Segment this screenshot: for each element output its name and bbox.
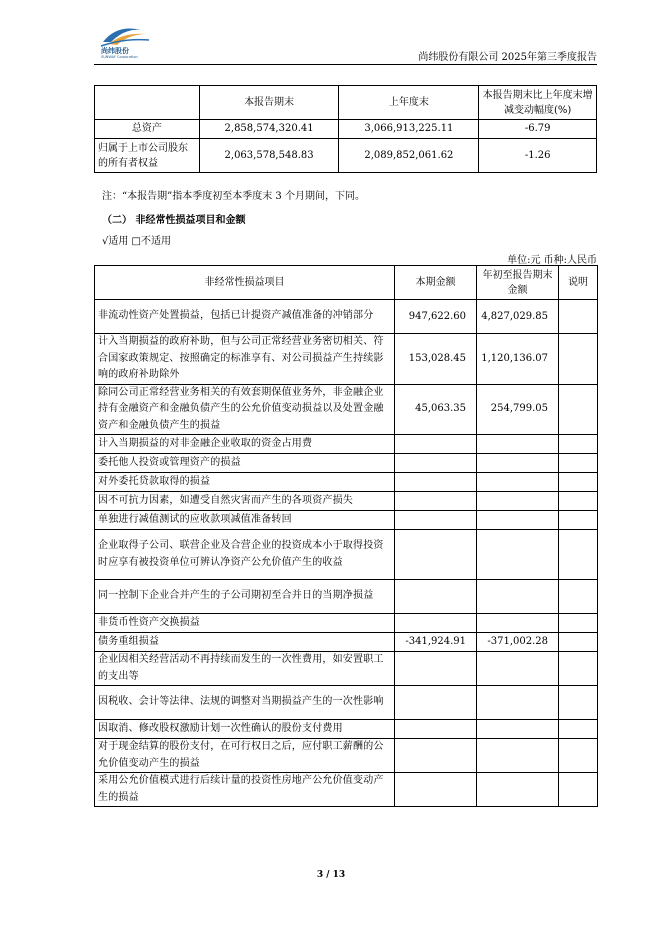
remark [559, 739, 598, 773]
current-period-amount [395, 739, 477, 773]
ytd-amount [477, 492, 559, 511]
ytd-amount [477, 435, 559, 454]
table-header-cell [95, 86, 200, 120]
table-row [95, 435, 598, 454]
row-label: 总资产 [95, 120, 200, 139]
table-row [95, 652, 598, 686]
table-header-row [95, 86, 597, 120]
table-row [95, 614, 598, 633]
remark [559, 720, 598, 739]
ytd-amount [477, 720, 559, 739]
current-period-amount: 153,028.45 [395, 334, 477, 385]
remark [559, 580, 598, 614]
row-label: 归属于上市公司股东的所有者权益 [95, 139, 200, 173]
item-label: 计入当期损益的政府补助，但与公司正常经营业务密切相关、符合国家政策规定、按照确定的标准享有、对公司损益产生持续影响的政府补助除外 [95, 334, 395, 385]
current-period-amount [395, 686, 477, 720]
current-period-amount [395, 454, 477, 473]
page-number: 3 / 13 [316, 870, 346, 880]
remark [559, 454, 598, 473]
financial-summary-table [94, 85, 597, 173]
item-label: 采用公允价值模式进行后续计量的投资性房地产公允价值变动产生的损益 [95, 773, 395, 807]
current-period-amount: 947,622.60 [395, 300, 477, 334]
ytd-amount [477, 473, 559, 492]
table-row [95, 580, 598, 614]
ytd-amount [477, 652, 559, 686]
table-header-cell: 本报告期末 [199, 86, 339, 120]
cell-value: 2,063,578,548.83 [199, 139, 339, 173]
logo-text-cn: 尚纬股份 [101, 47, 129, 55]
cell-value: -1.26 [479, 139, 597, 173]
ytd-amount [477, 454, 559, 473]
current-period-amount [395, 530, 477, 580]
table-row [95, 530, 598, 580]
ytd-amount [477, 739, 559, 773]
cell-value: 2,089,852,061.62 [339, 139, 479, 173]
remark [559, 492, 598, 511]
table-header-cell: 非经常性损益项目 [95, 266, 395, 300]
ytd-amount [477, 580, 559, 614]
cell-value: 3,066,913,225.11 [339, 120, 479, 139]
current-period-amount [395, 773, 477, 807]
table-header-cell: 本报告期末比上年度末增减变动幅度(%) [479, 86, 597, 120]
table-header-cell: 本期金额 [395, 266, 477, 300]
item-label: 债务重组损益 [95, 633, 395, 652]
remark [559, 473, 598, 492]
current-period-amount [395, 720, 477, 739]
ytd-amount: 254,799.05 [477, 384, 559, 435]
ytd-amount: 4,827,029.85 [477, 300, 559, 334]
ytd-amount [477, 530, 559, 580]
non-recurring-items-table [94, 265, 598, 807]
remark [559, 530, 598, 580]
current-period-amount: -341,924.91 [395, 633, 477, 652]
item-label: 企业因相关经营活动不再持续而发生的一次性费用，如安置职工的支出等 [95, 652, 395, 686]
table-row [95, 300, 598, 334]
ytd-amount [477, 686, 559, 720]
item-label: 企业取得子公司、联营企业及合营企业的投资成本小于取得投资时应享有被投资单位可辨认净资产公允价值产生的收益 [95, 530, 395, 580]
table-row [95, 334, 598, 385]
remark [559, 384, 598, 435]
report-title: 尚纬股份有限公司 2025年第三季度报告 [418, 52, 597, 63]
unit-label: 单位:元 币种:人民币 [507, 255, 597, 266]
current-period-amount [395, 652, 477, 686]
remark [559, 511, 598, 530]
item-label: 除同公司正常经营业务相关的有效套期保值业务外，非金融企业持有金融资产和金融负债产生的公允价值变动损益以及处置金融资产和金融负债产生的损益 [95, 384, 395, 435]
table-header-cell: 说明 [559, 266, 598, 300]
table-row [95, 384, 598, 435]
table-row [95, 454, 598, 473]
item-label: 因取消、修改股权激励计划一次性确认的股份支付费用 [95, 720, 395, 739]
logo-text-en: SUNWAY Corporation [101, 55, 138, 59]
table-body [95, 300, 598, 807]
ytd-amount [477, 614, 559, 633]
table-row [95, 492, 598, 511]
remark [559, 633, 598, 652]
table-row [95, 473, 598, 492]
item-label: 非货币性资产交换损益 [95, 614, 395, 633]
current-period-amount [395, 473, 477, 492]
ytd-amount: -371,002.28 [477, 633, 559, 652]
current-period-amount [395, 511, 477, 530]
table-row [95, 511, 598, 530]
table-row [95, 739, 598, 773]
current-period-amount [395, 492, 477, 511]
ytd-amount [477, 511, 559, 530]
remark [559, 334, 598, 385]
table-note: 注：“本报告期”指本季度初至本季度末 3 个月期间，下同。 [102, 191, 365, 202]
table-row [95, 686, 598, 720]
table-row [95, 139, 597, 173]
item-label: 委托他人投资或管理资产的损益 [95, 454, 395, 473]
remark [559, 614, 598, 633]
applicability-checkbox: √适用 □不适用 [102, 236, 171, 247]
item-label: 因不可抗力因素，如遭受自然灾害而产生的各项资产损失 [95, 492, 395, 511]
table-row [95, 720, 598, 739]
table-header-cell: 年初至报告期末金额 [477, 266, 559, 300]
current-period-amount [395, 580, 477, 614]
table-row [95, 120, 597, 139]
remark [559, 686, 598, 720]
item-label: 对于现金结算的股份支付，在可行权日之后，应付职工薪酬的公允价值变动产生的损益 [95, 739, 395, 773]
ytd-amount: 1,120,136.07 [477, 334, 559, 385]
item-label: 单独进行减值测试的应收款项减值准备转回 [95, 511, 395, 530]
table-header-row [95, 266, 598, 300]
table-row [95, 773, 598, 807]
item-label: 同一控制下企业合并产生的子公司期初至合并日的当期净损益 [95, 580, 395, 614]
item-label: 非流动性资产处置损益，包括已计提资产减值准备的冲销部分 [95, 300, 395, 334]
section-title: （二） 非经常性损益项目和金额 [102, 215, 246, 226]
cell-value: 2,858,574,320.41 [199, 120, 339, 139]
remark [559, 652, 598, 686]
table-row [95, 633, 598, 652]
cell-value: -6.79 [479, 120, 597, 139]
item-label: 对外委托贷款取得的损益 [95, 473, 395, 492]
current-period-amount: 45,063.35 [395, 384, 477, 435]
current-period-amount [395, 614, 477, 633]
remark [559, 435, 598, 454]
remark [559, 773, 598, 807]
item-label: 计入当期损益的对非金融企业收取的资金占用费 [95, 435, 395, 454]
header-divider [94, 64, 597, 65]
ytd-amount [477, 773, 559, 807]
remark [559, 300, 598, 334]
item-label: 因税收、会计等法律、法规的调整对当期损益产生的一次性影响 [95, 686, 395, 720]
current-period-amount [395, 435, 477, 454]
table-header-cell: 上年度末 [339, 86, 479, 120]
